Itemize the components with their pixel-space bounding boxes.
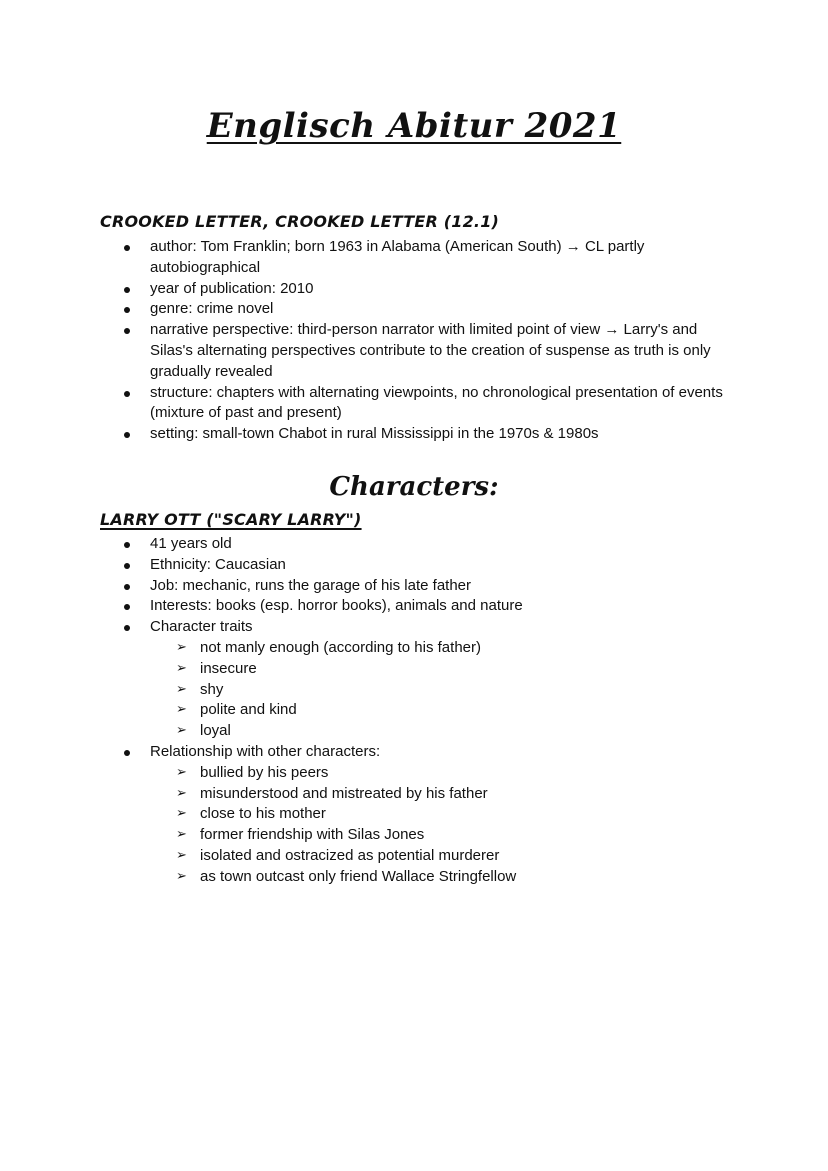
relationships-sublist [150, 763, 730, 888]
arrowhead-bullet-icon: ➢ [176, 660, 187, 676]
bullet-icon [124, 245, 130, 251]
sub-list-item: ➢ close to his mother [150, 804, 730, 825]
list-item: Job: mechanic, runs the garage of his late father [0, 576, 730, 597]
sub-list-item: ➢ not manly enough (according to his father) [150, 638, 730, 659]
page-title [0, 104, 828, 148]
bullet-icon [124, 287, 130, 293]
arrowhead-bullet-icon: ➢ [176, 723, 187, 739]
arrowhead-bullet-icon: ➢ [176, 639, 187, 655]
bullet-icon [124, 563, 130, 569]
sub-list-item: ➢ bullied by his peers [150, 763, 730, 784]
arrowhead-bullet-icon: ➢ [176, 681, 187, 697]
list-item: genre: crime novel [0, 299, 730, 320]
list-item: narrative perspective: third-person narrator with limited point of view → Larry's and Silas's alternating perspectives contribute to the creation of suspense as truth is only gradually revealed [0, 320, 730, 382]
arrowhead-bullet-icon: ➢ [176, 702, 187, 718]
arrowhead-bullet-icon: ➢ [176, 785, 187, 801]
sub-list-item: ➢ polite and kind [150, 700, 730, 721]
traits-sublist [150, 638, 730, 742]
list-item: author: Tom Franklin; born 1963 in Alabama (American South) → CL partly autobiographical [0, 237, 730, 279]
bullet-icon [124, 307, 130, 313]
list-item: Ethnicity: Caucasian [0, 555, 730, 576]
list-item-relationships: Relationship with other characters: ➢ bullied by his peers ➢ misunderstood and mistreated by his father ➢ close to his mother ➢ former friendship with Silas Jones ➢ isolated and ostracized as potential murderer ➢ as town outcast only friend Wallace Stringfellow [0, 742, 730, 888]
bullet-icon [124, 604, 130, 610]
arrowhead-bullet-icon: ➢ [176, 764, 187, 780]
bullet-icon [124, 750, 130, 756]
list-item: 41 years old [0, 534, 730, 555]
sub-list-item: ➢ former friendship with Silas Jones [150, 825, 730, 846]
bullet-icon [124, 542, 130, 548]
list-item: setting: small-town Chabot in rural Mississippi in the 1970s & 1980s [0, 424, 730, 445]
bullet-icon [124, 625, 130, 631]
arrowhead-bullet-icon: ➢ [176, 806, 187, 822]
bullet-icon [124, 432, 130, 438]
book-facts-list [0, 237, 730, 445]
character-heading-larry: LARRY OTT ("SCARY LARRY") [100, 510, 362, 529]
list-item: structure: chapters with alternating viewpoints, no chronological presentation of events (mixture of past and present) [0, 383, 730, 425]
characters-heading: Characters: [329, 472, 499, 502]
larry-facts-list [0, 534, 730, 888]
bullet-icon [124, 328, 130, 334]
list-item: Interests: books (esp. horror books), animals and nature [0, 596, 730, 617]
list-item-traits: Character traits ➢ not manly enough (according to his father) ➢ insecure ➢ shy ➢ polite and kind ➢ loyal [0, 617, 730, 742]
bullet-icon [124, 584, 130, 590]
page-title-text: Englisch Abitur 2021 [206, 106, 622, 146]
list-item: year of publication: 2010 [0, 279, 730, 300]
sub-list-item: ➢ as town outcast only friend Wallace Stringfellow [150, 867, 730, 888]
sub-list-item: ➢ loyal [150, 721, 730, 742]
arrowhead-bullet-icon: ➢ [176, 868, 187, 884]
sub-list-item: ➢ shy [150, 680, 730, 701]
arrowhead-bullet-icon: ➢ [176, 847, 187, 863]
sub-list-item: ➢ insecure [150, 659, 730, 680]
arrowhead-bullet-icon: ➢ [176, 827, 187, 843]
section-heading-book: CROOKED LETTER, CROOKED LETTER (12.1) [100, 212, 500, 231]
sub-list-item: ➢ isolated and ostracized as potential murderer [150, 846, 730, 867]
sub-list-item: ➢ misunderstood and mistreated by his father [150, 784, 730, 805]
bullet-icon [124, 391, 130, 397]
